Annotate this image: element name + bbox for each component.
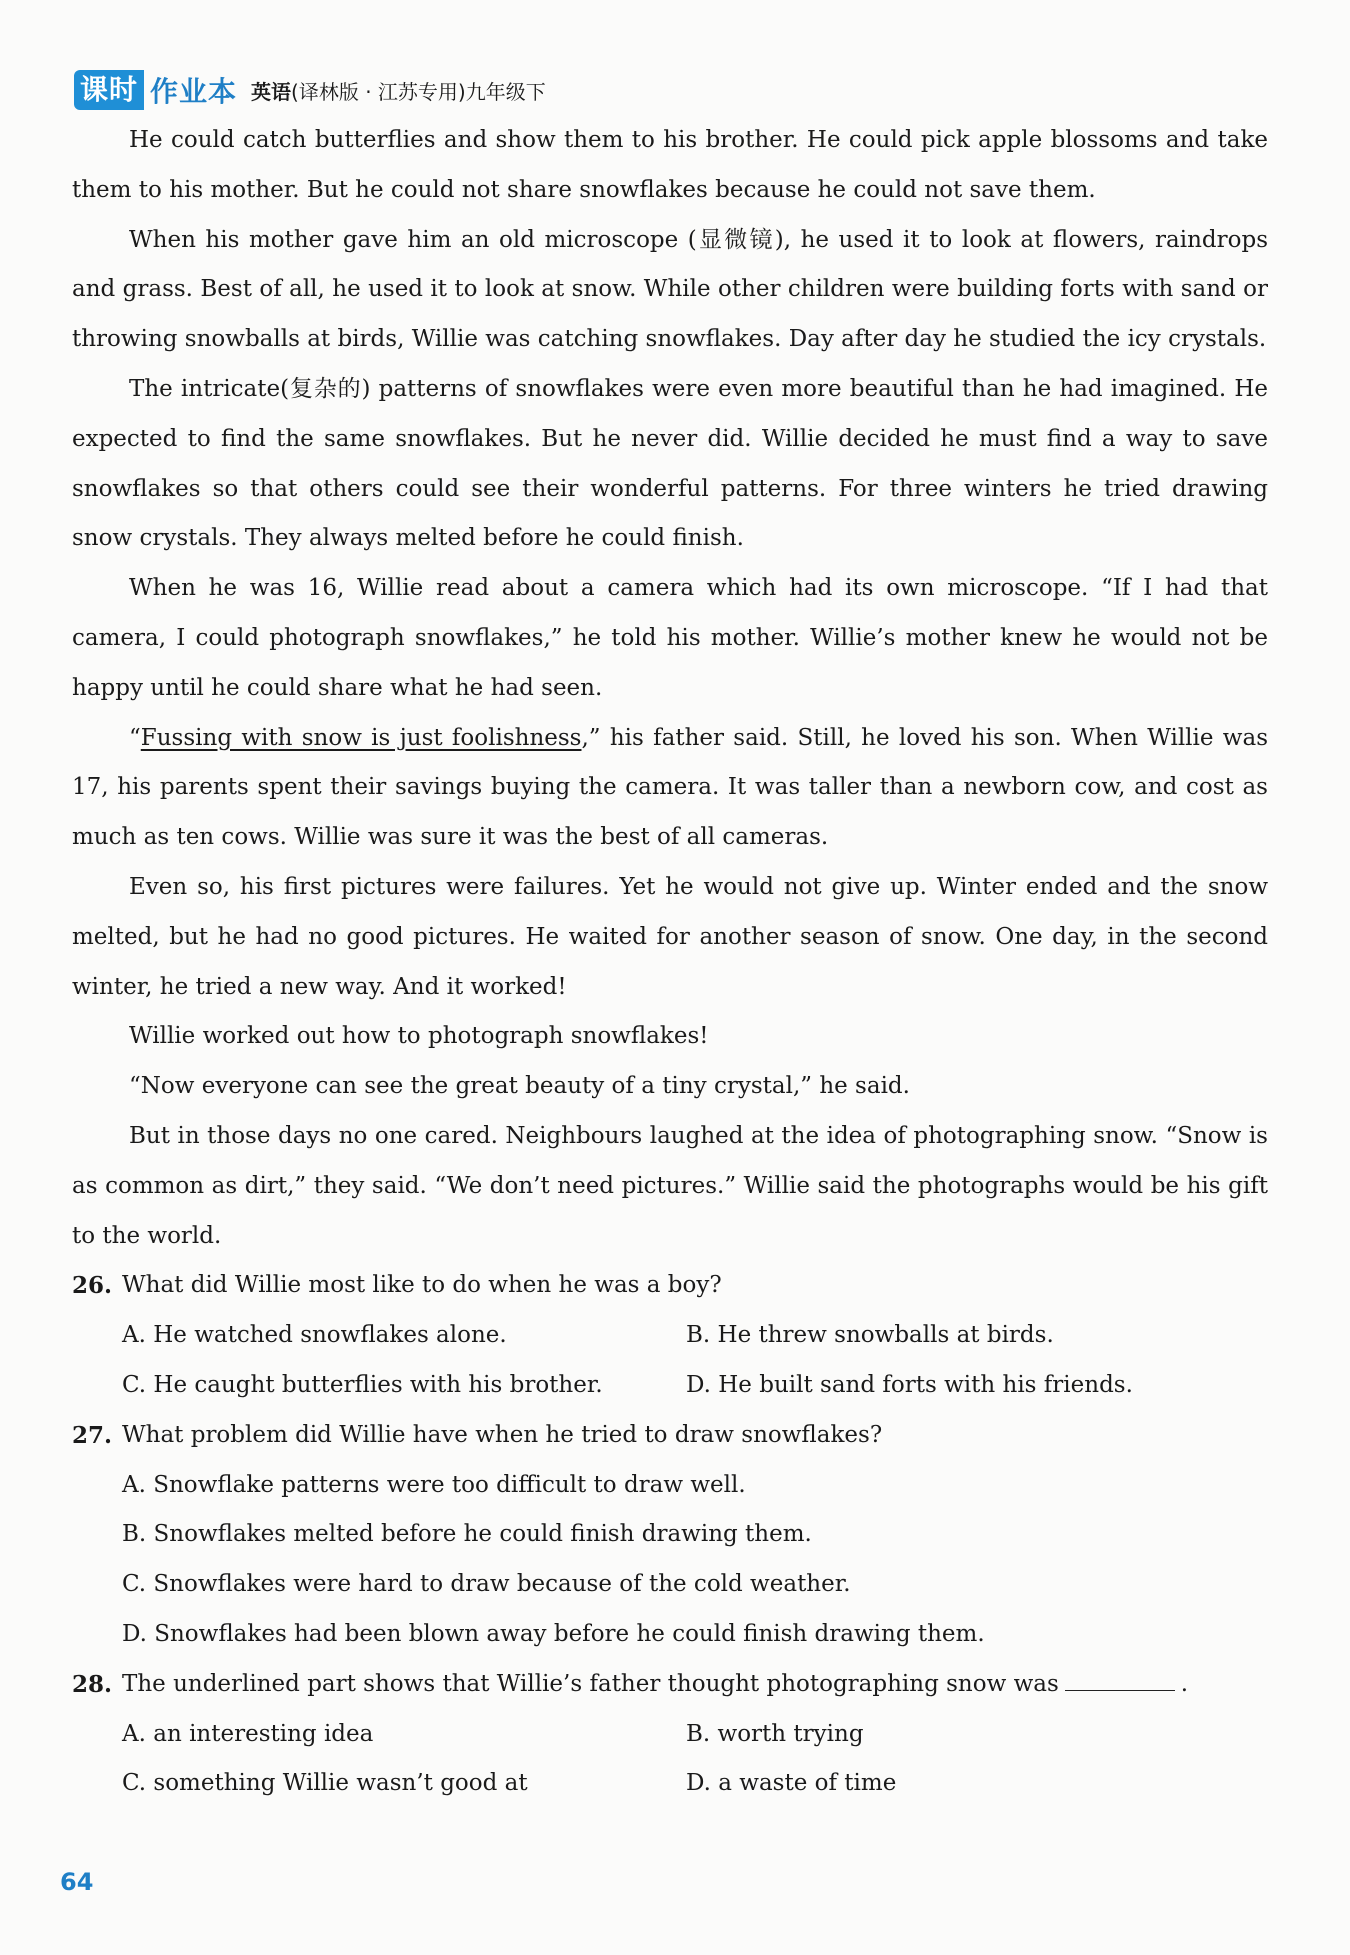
edition-label: (译林版 · 江苏专用)九年级下: [291, 79, 546, 104]
passage-paragraph-9: But in those days no one cared. Neighbours laughed at the idea of photographing snow. “Snow is as common as dirt,” they said. “We don’t need pictures.” Willie said the photographs would be his gift to the world.: [72, 1122, 1268, 1249]
reading-content: [72, 116, 1268, 1809]
passage-paragraph-6: Even so, his first pictures were failures. Yet he would not give up. Winter ended and the snow melted, but he had no good pictures. He waited for another season of snow. One day, in the second winter, he tried a new way. And it worked!: [72, 873, 1268, 1000]
subject-label: 英语: [251, 79, 292, 104]
question-27: [72, 1411, 1268, 1461]
option-c[interactable]: C. something Willie wasn’t good at: [122, 1770, 528, 1797]
page-header: [74, 68, 546, 112]
passage-paragraph-3: The intricate(复杂的) patterns of snowflakes were even more beautiful than he had imagined. He expected to find the same snowflakes. But he never did. Willie decided he must find a way to save snowflakes so that others could see their wonderful patterns. For three winters he tried drawing snow crystals. They always melted before he could finish.: [72, 375, 1268, 552]
option-a[interactable]: A. He watched snowflakes alone.: [122, 1322, 507, 1349]
question-28-options: [122, 1710, 1268, 1810]
header-subtitle: [251, 76, 546, 105]
question-26: [72, 1261, 1268, 1311]
option-c[interactable]: C. Snowflakes were hard to draw because of the cold weather.: [122, 1571, 851, 1598]
answer-blank[interactable]: [1065, 1670, 1175, 1691]
question-27-options: [122, 1461, 1268, 1660]
option-d[interactable]: D. Snowflakes had been blown away before he could finish drawing them.: [122, 1620, 985, 1647]
open-quote: “: [129, 724, 141, 751]
question-number: 26.: [72, 1272, 113, 1300]
question-text: What problem did Willie have when he tried to draw snowflakes?: [122, 1421, 883, 1448]
option-b[interactable]: B. worth trying: [686, 1720, 864, 1747]
fussing-rest: ,” his father said. Still, he loved his son. When Willie was 17, his parents spent their savings buying the camera. It was taller than a newborn cow, and cost as much as ten cows. Willie was sure it was the best of all cameras.: [72, 724, 1268, 851]
question-number: 27.: [72, 1421, 113, 1449]
question-end: .: [1180, 1670, 1189, 1697]
passage-paragraph-fussing: [72, 714, 1268, 863]
passage-paragraph-4: When he was 16, Willie read about a camera which had its own microscope. “If I had that camera, I could photograph snowflakes,” he told his mother. Willie’s mother knew he would not be happy until he could share what he had seen.: [72, 575, 1268, 701]
book-logo: [74, 70, 237, 110]
option-b[interactable]: B. He threw snowballs at birds.: [686, 1322, 1054, 1349]
logo-box: 课时: [74, 70, 144, 110]
option-d[interactable]: D. a waste of time: [686, 1770, 897, 1797]
passage-paragraph-1: He could catch butterflies and show them to his brother. He could pick apple blossoms and take them to his mother. But he could not share snowflakes because he could not save them.: [72, 127, 1268, 203]
option-a[interactable]: A. Snowflake patterns were too difficult to draw well.: [122, 1471, 746, 1498]
question-number: 28.: [72, 1670, 113, 1698]
passage-paragraph-7: Willie worked out how to photograph snowflakes!: [129, 1023, 709, 1050]
option-c[interactable]: C. He caught butterflies with his brother.: [122, 1371, 603, 1398]
option-a[interactable]: A. an interesting idea: [122, 1720, 374, 1747]
logo-text: 作业本: [150, 75, 238, 108]
question-text: The underlined part shows that Willie’s father thought photographing snow was: [122, 1670, 1059, 1697]
page-number: 64: [60, 1868, 94, 1896]
underlined-part: Fussing with snow is just foolishness: [140, 724, 582, 751]
option-b[interactable]: B. Snowflakes melted before he could finish drawing them.: [122, 1521, 812, 1548]
passage-paragraph-2: When his mother gave him an old microscope (显微镜), he used it to look at flowers, raindrops and grass. Best of all, he used it to look at snow. While other children were building forts with sand or throwing snowballs at birds, Willie was catching snowflakes. Day after day he studied the icy crystals.: [72, 226, 1268, 353]
question-text: What did Willie most like to do when he was a boy?: [122, 1272, 722, 1299]
option-d[interactable]: D. He built sand forts with his friends.: [686, 1371, 1133, 1398]
question-26-options: [122, 1311, 1268, 1411]
passage-paragraph-8: “Now everyone can see the great beauty of a tiny crystal,” he said.: [129, 1073, 910, 1100]
question-28: [72, 1660, 1268, 1710]
